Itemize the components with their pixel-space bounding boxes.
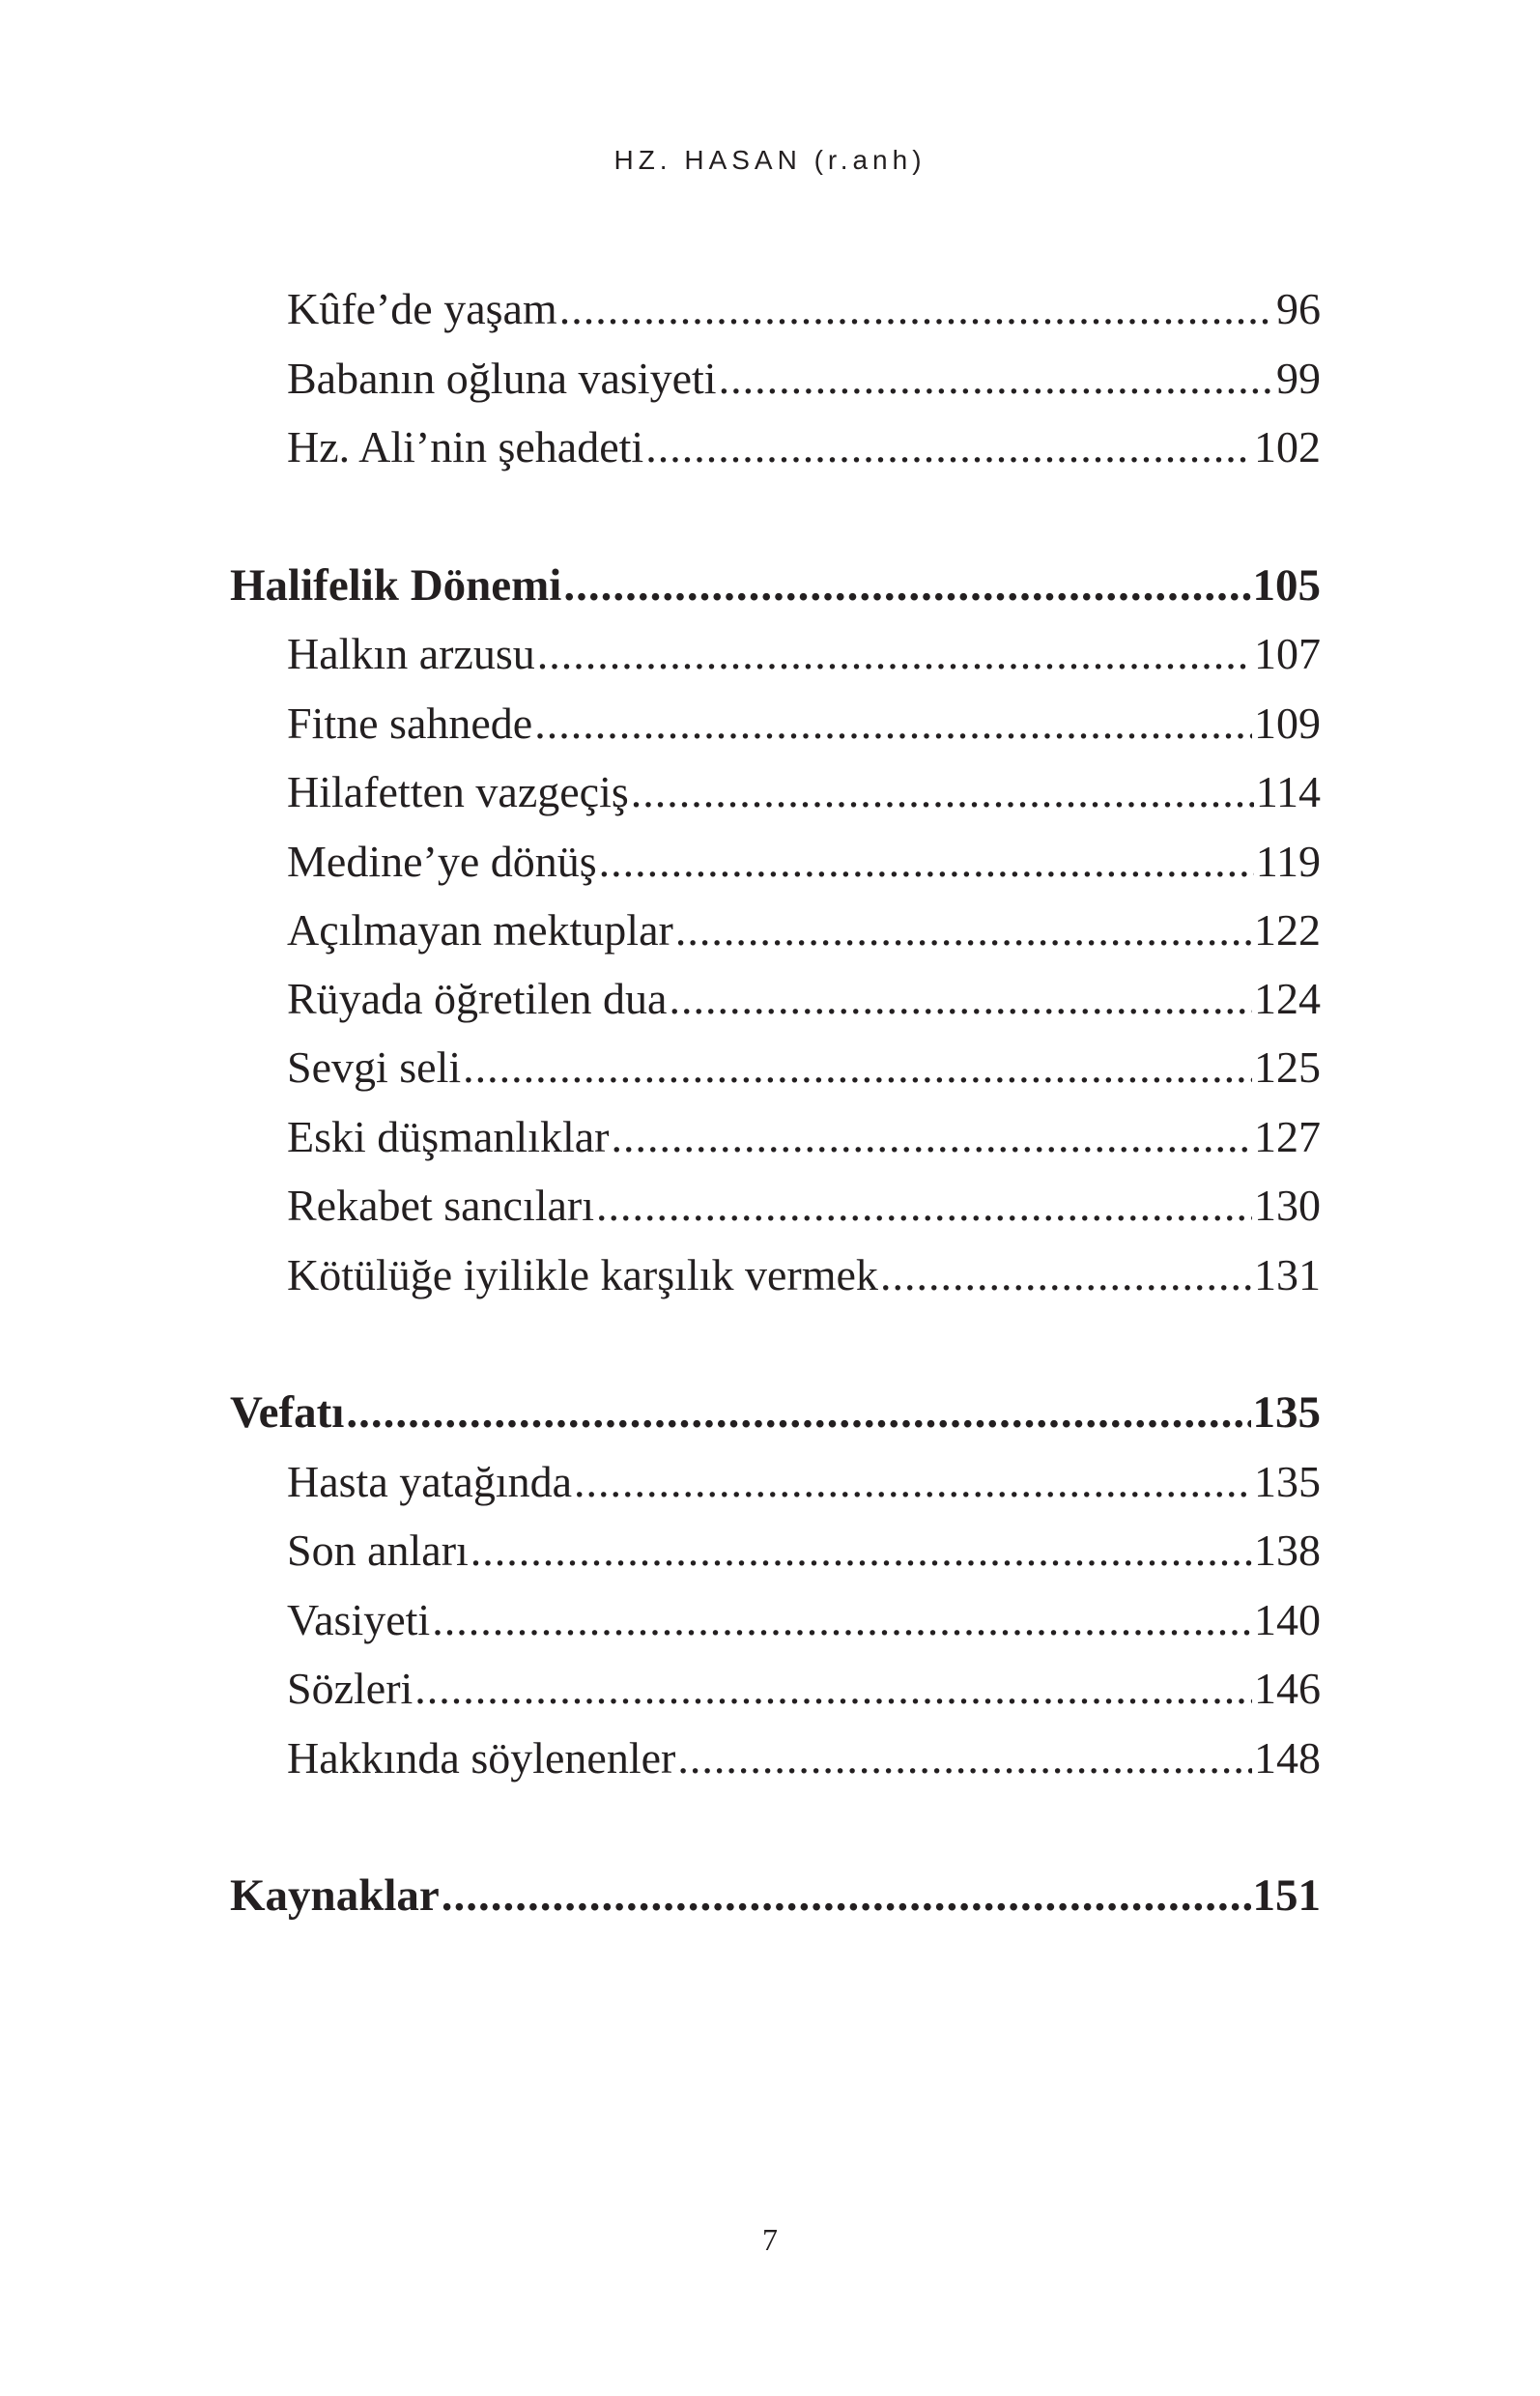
toc-entry-title: Medine’ye dönüş (287, 837, 597, 886)
toc-entry[interactable] (287, 1037, 1321, 1098)
toc-entry-title: Hz. Ali’nin şehadeti (287, 422, 644, 471)
toc-entry-page: 135 (1252, 1387, 1321, 1438)
running-header: HZ. HASAN (r.anh) (613, 145, 927, 175)
toc-entry[interactable] (287, 1589, 1321, 1651)
dot-leader (563, 555, 1250, 616)
toc-entry-page: 127 (1254, 1112, 1321, 1161)
dot-leader (645, 416, 1252, 478)
dot-leader (442, 1865, 1251, 1926)
toc-entry-title: Vasiyeti (287, 1595, 431, 1644)
toc-entry[interactable] (287, 416, 1321, 478)
dot-leader (346, 1382, 1250, 1443)
toc-entry[interactable] (287, 623, 1321, 685)
toc-entry-title: Sevgi seli (287, 1042, 462, 1092)
toc-entry-title: Eski düşmanlıklar (287, 1112, 610, 1161)
toc-entry-page: 125 (1254, 1042, 1321, 1092)
toc-entry[interactable] (287, 1520, 1321, 1582)
toc-entry[interactable] (287, 278, 1321, 340)
dot-leader (611, 1106, 1252, 1168)
toc-entry-page: 151 (1252, 1870, 1321, 1921)
toc-entry-page: 130 (1254, 1181, 1321, 1230)
dot-leader (574, 1451, 1252, 1513)
toc-entry[interactable] (287, 1727, 1321, 1789)
toc-entry-page: 96 (1276, 284, 1321, 333)
toc-entry[interactable] (287, 831, 1321, 893)
toc-entry-page: 131 (1254, 1250, 1321, 1299)
dot-leader (559, 278, 1274, 340)
toc-entry-page: 146 (1254, 1664, 1321, 1713)
toc-chapter-entry[interactable] (230, 1865, 1321, 1926)
toc-entry-page: 138 (1254, 1526, 1321, 1575)
toc-entry-page: 114 (1255, 767, 1321, 816)
toc-entry-title: Hilafetten vazgeçiş (287, 767, 629, 816)
toc-entry-title: Rekabet sancıları (287, 1181, 595, 1230)
dot-leader (631, 761, 1254, 823)
toc-entry[interactable] (287, 348, 1321, 410)
toc-chapter-entry[interactable] (230, 555, 1321, 616)
toc-entry-page: 105 (1252, 560, 1321, 611)
toc-entry-title: Kaynaklar (230, 1870, 440, 1921)
dot-leader (677, 1727, 1252, 1789)
toc-entry-page: 148 (1254, 1733, 1321, 1783)
toc-entry-title: Açılmayan mektuplar (287, 905, 673, 955)
toc-entry[interactable] (287, 1451, 1321, 1513)
toc-entry[interactable] (287, 1106, 1321, 1168)
toc-entry[interactable] (287, 761, 1321, 823)
dot-leader (669, 968, 1252, 1030)
dot-leader (537, 623, 1252, 685)
toc-entry[interactable] (287, 1658, 1321, 1720)
toc-entry-title: Hasta yatağında (287, 1457, 573, 1506)
toc-entry[interactable] (287, 693, 1321, 755)
dot-leader (471, 1520, 1252, 1582)
toc-entry-page: 107 (1254, 629, 1321, 678)
toc-entry-title: Halkın arzusu (287, 629, 535, 678)
toc-entry-page: 135 (1254, 1457, 1321, 1506)
dot-leader (534, 693, 1252, 755)
toc-entry-title: Hakkında söylenenler (287, 1733, 676, 1783)
toc-entry[interactable] (287, 1175, 1321, 1237)
toc-entry-title: Rüyada öğretilen dua (287, 974, 668, 1023)
toc-chapter-entry[interactable] (230, 1382, 1321, 1443)
toc-entry-page: 119 (1255, 837, 1321, 886)
toc-entry-page: 102 (1254, 422, 1321, 471)
dot-leader (599, 831, 1254, 893)
dot-leader (432, 1589, 1252, 1651)
toc-entry-title: Fitne sahnede (287, 699, 533, 748)
toc-entry-title: Babanın oğluna vasiyeti (287, 354, 717, 403)
toc-entry-page: 124 (1254, 974, 1321, 1023)
toc-entry-title: Son anları (287, 1526, 469, 1575)
toc-entry-title: Kûfe’de yaşam (287, 284, 557, 333)
toc-entry-page: 122 (1254, 905, 1321, 955)
toc-entry[interactable] (287, 1244, 1321, 1306)
dot-leader (880, 1244, 1252, 1306)
toc-entry[interactable] (287, 968, 1321, 1030)
toc-entry-title: Sözleri (287, 1664, 414, 1713)
page-number: 7 (762, 2222, 778, 2257)
toc-entry[interactable] (287, 899, 1321, 961)
toc-entry-title: Halifelik Dönemi (230, 560, 562, 611)
dot-leader (675, 899, 1252, 961)
dot-leader (719, 348, 1274, 410)
toc-entry-title: Kötülüğe iyilikle karşılık vermek (287, 1250, 878, 1299)
dot-leader (414, 1658, 1252, 1720)
dot-leader (596, 1175, 1252, 1237)
toc-entry-page: 109 (1254, 699, 1321, 748)
dot-leader (463, 1037, 1252, 1098)
toc-entry-title: Vefatı (230, 1387, 345, 1438)
toc-entry-page: 99 (1276, 354, 1321, 403)
toc-entry-page: 140 (1254, 1595, 1321, 1644)
